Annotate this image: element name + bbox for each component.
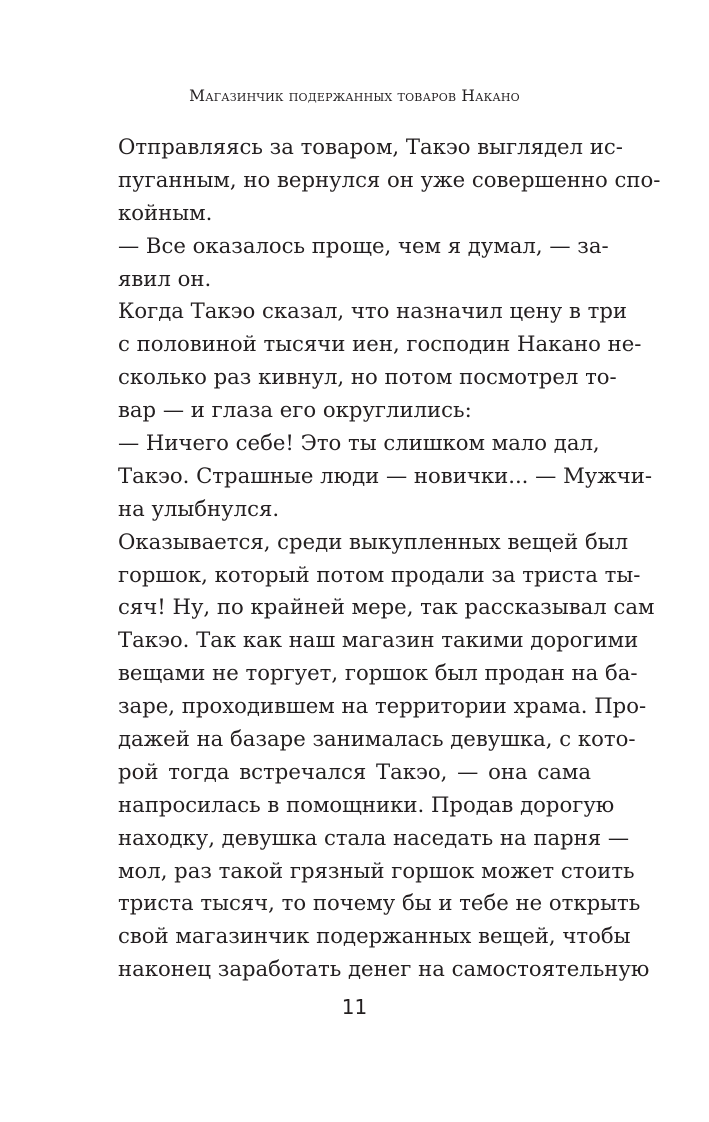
page-number: 11 <box>341 995 368 1019</box>
text-line: Такэо. Страшные люди — новички... — Мужчи- <box>118 462 653 488</box>
text-line: Оказывается, среди выкупленных вещей был <box>118 528 629 554</box>
text-line: заре, проходившем на территории храма. Про- <box>118 693 647 719</box>
text-line: свой магазинчик подержанных вещей, чтобы <box>118 923 631 949</box>
body-text <box>118 131 661 986</box>
text-line: — Ничего себе! Это ты слишком мало дал, <box>118 430 600 456</box>
text-line: Когда Такэо сказал, что назначил цену в три <box>118 298 628 324</box>
text-line: наконец заработать денег на самостоятельную <box>118 956 650 982</box>
text-line: напросилась в помощники. Продав дорогую <box>118 791 615 817</box>
text-line: на улыбнулся. <box>118 495 280 521</box>
text-line: с половиной тысячи иен, господин Накано не- <box>118 331 642 357</box>
text-line: Отправляясь за товаром, Такэо выглядел ис- <box>118 134 623 159</box>
text-line: сяч! Ну, по крайней мере, так рассказывал сам <box>118 594 655 620</box>
text-line: сколько раз кивнул, но потом посмотрел то- <box>118 364 617 390</box>
text-line: находку, девушка стала наседать на парня — <box>118 824 630 850</box>
text-line: вещами не торгует, горшок был продан на ба- <box>118 660 638 686</box>
running-head: Магазинчик подержанных товаров Накано <box>189 87 520 105</box>
text-line: — Все оказалось проще, чем я думал, — за- <box>118 232 609 258</box>
text-line: дажей на базаре занималась девушка, с кото- <box>118 726 636 752</box>
text-line: мол, раз такой грязный горшок может стоить <box>118 857 635 883</box>
text-line: явил он. <box>118 265 212 291</box>
text-line: рой тогда встречался Такэо, — она сама <box>118 758 591 784</box>
text-line: триста тысяч, то почему бы и тебе не открыть <box>118 890 641 916</box>
text-line: Такэо. Так как наш магазин такими дорогими <box>118 627 639 653</box>
text-line: горшок, который потом продали за триста ты- <box>118 561 641 587</box>
text-line: койным. <box>118 199 213 225</box>
text-line: вар — и глаза его округлились: <box>118 397 472 423</box>
text-line: пуганным, но вернулся он уже совершенно спо- <box>118 166 661 192</box>
